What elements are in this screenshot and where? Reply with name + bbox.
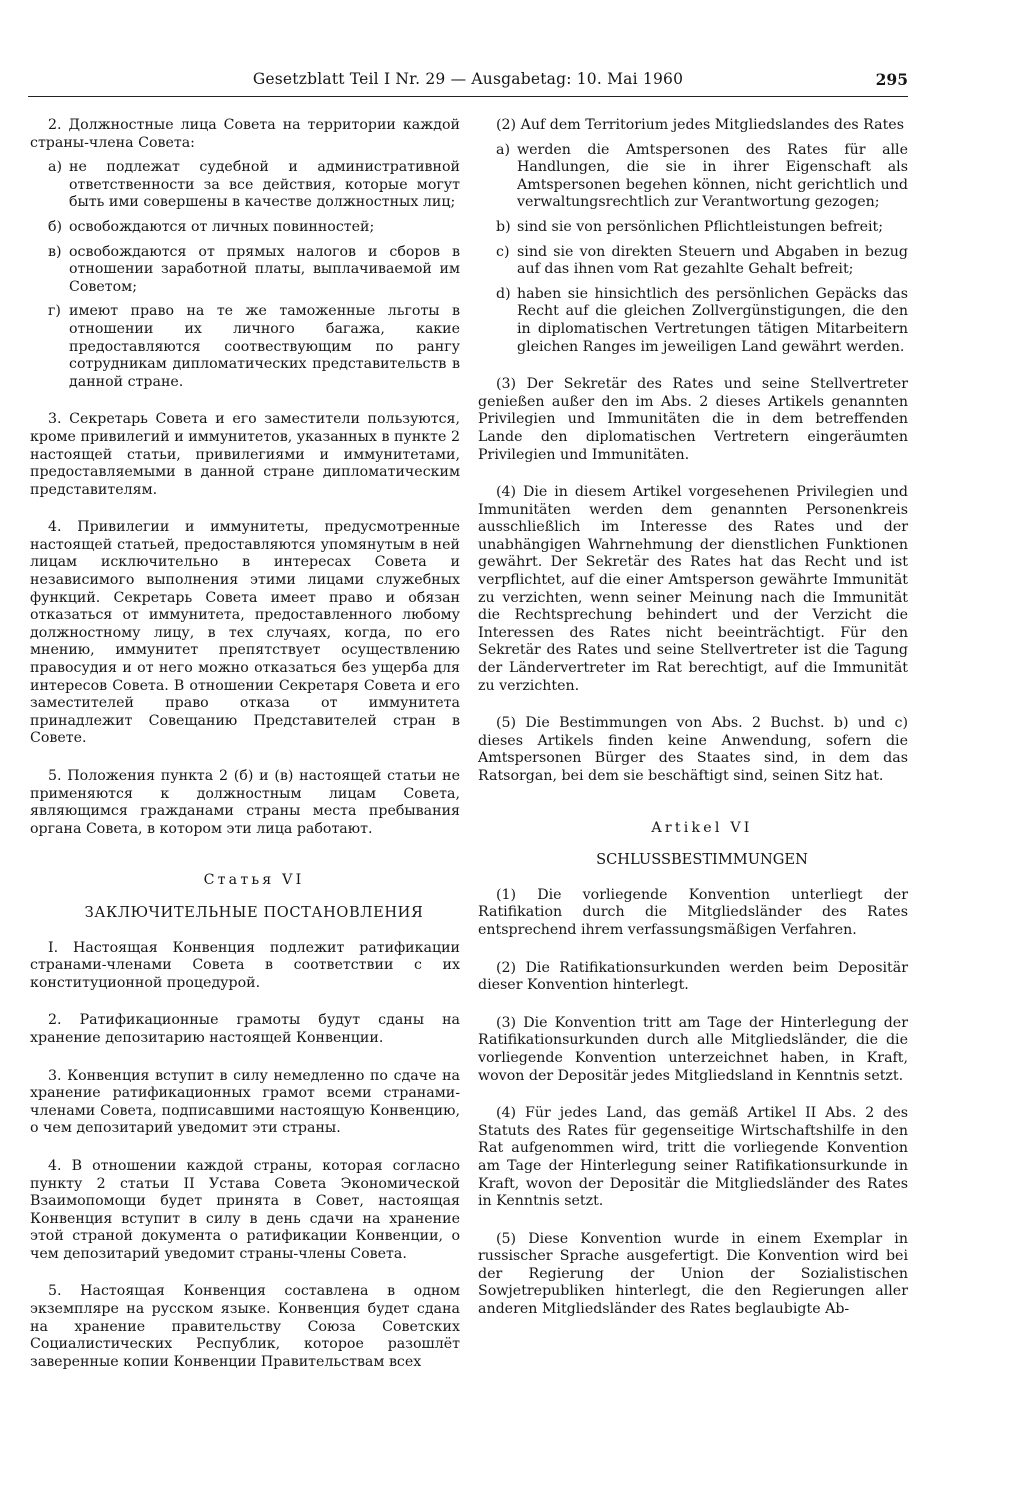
ru-paragraph-5: 5. Положения пункта 2 (б) и (в) настоящей статьи не применяются к должностным лицам Совета, являющимся гражданами страны места пребывания органа Совета, в котором эти лица работают. <box>30 768 460 837</box>
item-label: б) <box>48 218 63 235</box>
de-item-a <box>496 142 908 212</box>
page-number: 295 <box>875 70 908 89</box>
item-label: г) <box>48 303 61 320</box>
item-text: werden die Amtspersonen des Rates für alle Handlungen, die sie in ihrer Eigenschaft als Amtspersonen begehen können, nicht gerichtlich und verwaltungsrechtlich zur Verantwortung gezogen; <box>517 141 908 211</box>
russian-column <box>30 117 460 1371</box>
ru-final-5: 5. Настоящая Конвенция составлена в одном экземпляре на русском языке. Конвенция будет сдана на хранение правительству Союза Советских Социалистических Республик, которое разошлёт заверенные копии Конвенции Правительствам всех <box>30 1283 460 1370</box>
ru-paragraph-4: 4. Привилегии и иммунитеты, предусмотренные настоящей статьей, предоставляются упомянутым в ней лицам исключительно в интересах Совета и независимого выполнения этими лицами служебных функций. Секретарь Совета имеет право и обязан отказаться от иммунитета, предоставленного любому должностному лицу, в тех случаях, когда, по его мнению, иммунитет препятствует осуществлению правосудия и от него можно отказаться без ущерба для интересов Совета. В отношении Секретаря Совета и его заместителей право отказа от иммунитета принадлежит Совещанию Представителей стран в Совете. <box>30 519 460 747</box>
de-article-title: Artikel VI <box>651 819 753 836</box>
ru-paragraph-2-intro: 2. Должностные лица Совета на территории каждой страны-члена Совета: <box>30 117 460 151</box>
ru-item-g <box>48 303 460 391</box>
de-paragraph-4: (4) Die in diesem Artikel vorgesehenen Privilegien und Immunitäten werden dem genannten Personenkreis ausschließlich im Interesse des Rates und der unabhängigen Wahrnehmung der dienstlichen Funktionen gewährt. Der Sekretär des Rates hat das Recht und ist verpflichtet, auf die einer Amtsperson gewährte Immunität zu verzichten, wenn seiner Meinung nach die Immunität die Rechtsprechung behindert und der Verzicht die Interessen des Rates nicht beeinträchtigt. Für den Sekretär des Rates und seine Stellvertreter ist die Tagung der Ländervertreter im Rat berechtigt, auf die Immunität zu verzichten. <box>478 484 908 694</box>
de-final-4: (4) Für jedes Land, das gemäß Artikel II Abs. 2 des Statuts des Rates für gegenseitige Wirtschaftshilfe in den Rat aufgenommen wird, tritt die vorliegende Konvention am Tage der Hinterlegung seiner Ratifikationsurkunde in Kraft, wovon der Depositär die Mitgliedsländer des Rates in Kenntnis setzt. <box>478 1105 908 1210</box>
gazette-title: Gesetzblatt Teil I Nr. 29 — Ausgabetag: 10. Mai 1960 <box>252 70 684 88</box>
de-final-3: (3) Die Konvention tritt am Tage der Hinterlegung der Ratifikationsurkunden durch alle Mitgliedsländer, die die vorliegende Konvention unterzeichnet haben, in Kraft, wovon der Depositär jedes Mitgliedsland in Kenntnis setzt. <box>478 1014 908 1084</box>
item-text: haben sie hinsichtlich des persönlichen Gepäcks das Recht auf die gleichen Zollvergünstigungen, die den in diplomatischen Vertretungen tätigen Mitarbeitern gleichen Ranges im jeweiligen Land gewährt werden. <box>517 285 908 355</box>
ru-item-v <box>48 244 460 297</box>
ru-final-3: 3. Конвенция вступит в силу немедленно по сдаче на хранение ратификационных грамот всеми странами-членами Совета, подписавшими настоящую Конвенцию, о чем депозитарий уведомит эти страны. <box>30 1067 460 1137</box>
de-item-d <box>496 286 908 356</box>
de-item-c <box>496 244 908 279</box>
item-text: освобождаются от прямых налогов и сборов в отношении заработной платы, выплачиваемой им Советом; <box>69 243 460 295</box>
de-final-5: (5) Diese Konvention wurde in einem Exemplar in russischer Sprache ausgefertigt. Die Konvention wird bei der Regierung der Union der Sozialistischen Sowjetrepubliken hinterlegt, die den Regierungen aller anderen Mitgliedsländer des Rates beglaubigte Ab- <box>478 1230 908 1318</box>
de-paragraph-2-intro: (2) Auf dem Territorium jedes Mitgliedslandes des Rates <box>496 117 904 133</box>
ru-article-heading: ЗАКЛЮЧИТЕЛЬНЫЕ ПОСТАНОВЛЕНИЯ <box>84 903 424 921</box>
item-label: в) <box>48 243 62 260</box>
de-paragraph-3: (3) Der Sekretär des Rates und seine Stellvertreter genießen außer den im Abs. 2 dieses Artikels genannten Privilegien und Immunitäten die in dem betreffenden Lande den diplomatischen Vertretern eingeräumten Privilegien und Immunitäten. <box>478 376 908 463</box>
page-header <box>28 70 908 97</box>
ru-final-1: I. Настоящая Конвенция подлежит ратификации странами-членами Совета в соответствии с их конституционной процедурой. <box>30 939 460 991</box>
de-final-2: (2) Die Ratifikationsurkunden werden beim Depositär dieser Konvention hinterlegt. <box>478 959 908 994</box>
german-column <box>478 117 908 1319</box>
ru-final-2: 2. Ратификационные грамоты будут сданы на хранение депозитарию настоящей Конвенции. <box>30 1012 460 1046</box>
item-label: а) <box>48 159 62 176</box>
item-text: sind sie von persönlichen Pflichtleistungen befreit; <box>517 218 884 235</box>
de-paragraph-5: (5) Die Bestimmungen von Abs. 2 Buchst. b) und c) dieses Artikels finden keine Anwendung, sofern die Amtspersonen Bürger des Staates sind, in dem das Ratsorgan, bei dem sie beschäftigt sind, seinen Sitz hat. <box>478 715 908 784</box>
ru-paragraph-3: 3. Секретарь Совета и его заместители пользуются, кроме привилегий и иммунитетов, указанных в пункте 2 настоящей статьи, привилегиями и иммунитетами, предоставляемыми в данной стране дипломатическим представителям. <box>30 411 460 498</box>
de-article-heading: SCHLUSSBESTIMMUNGEN <box>596 851 808 869</box>
item-label: a) <box>496 141 510 158</box>
ru-item-b <box>48 219 460 237</box>
item-label: b) <box>496 218 511 235</box>
ru-final-4: 4. В отношении каждой страны, которая согласно пункту 2 статьи II Устава Совета Экономической Взаимопомощи будет принята в Совет, настоящая Конвенция вступит в силу в день сдачи на хранение этой страной документа о ратификации Конвенции, о чем депозитарий уведомит страны-члены Совета. <box>30 1157 460 1262</box>
item-text: не подлежат судебной и административной ответственности за все действия, которые могут быть ими совершены в качестве должностных лиц; <box>69 159 460 211</box>
item-label: c) <box>496 243 510 260</box>
de-item-b <box>496 219 908 237</box>
de-final-1: (1) Die vorliegende Konvention unterliegt der Ratifikation durch die Mitgliedsländer des Rates entsprechend ihrem verfassungsmäßigen Verfahren. <box>478 886 908 938</box>
item-text: имеют право на те же таможенные льготы в отношении их личного багажа, какие предоставляются соотвествующим по рангу сотрудникам дипломатических представительств в данной стране. <box>69 303 460 390</box>
ru-item-a <box>48 159 460 212</box>
item-text: освобождаются от личных повинностей; <box>69 218 375 235</box>
item-label: d) <box>496 285 511 302</box>
item-text: sind sie von direkten Steuern und Abgaben in bezug auf das ihnen vom Rat gezahlte Gehalt befreit; <box>517 243 908 278</box>
ru-article-title: Статья VI <box>203 872 305 889</box>
